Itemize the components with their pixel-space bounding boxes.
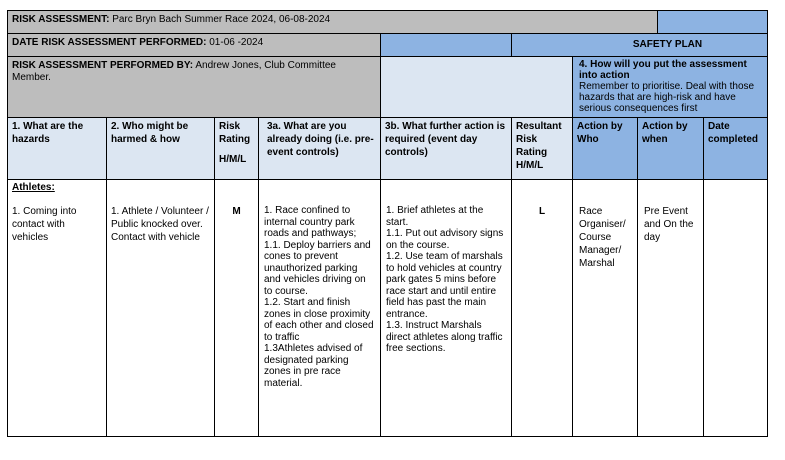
date-row-blue-cell bbox=[380, 33, 512, 57]
risk-assessment-title-cell bbox=[7, 10, 658, 34]
performed-by-cell bbox=[7, 56, 381, 118]
cell-resultant-risk bbox=[511, 179, 573, 437]
date-performed-cell bbox=[7, 33, 381, 57]
cell-who-harmed bbox=[106, 179, 215, 437]
cell-risk-rating bbox=[214, 179, 259, 437]
header-hazards: 1. What are the hazards bbox=[7, 117, 107, 180]
performed-by-lightblue-cell bbox=[380, 56, 573, 118]
title-right-blue-cell bbox=[657, 10, 768, 34]
risk-assessment-value: Parc Bryn Bach Summer Race 2024, 06-08-2024 bbox=[112, 14, 331, 25]
date-performed-value: 01-06 -2024 bbox=[209, 37, 264, 48]
further-action-text: 1. Brief athletes at the start. 1.1. Put out advisory signs on the course. 1.2. Use team of marshals to hold vehicles at country park gates 5 mins before race start and until entire field has past the main entrance. 1.3. Instruct Marshals direct athletes along traffic free sections. bbox=[386, 205, 504, 354]
how-put-into-action-cell bbox=[572, 56, 768, 118]
how-put-body: Remember to prioritise. Deal with those hazards that are high-risk and have serious consequences first bbox=[579, 81, 755, 114]
header-risk-rating bbox=[214, 117, 259, 180]
cell-hazard bbox=[7, 179, 107, 437]
header-who-harmed: 2. Who might be harmed & how bbox=[106, 117, 215, 180]
cell-already-doing bbox=[258, 179, 381, 437]
risk-rating-value: M bbox=[232, 206, 241, 217]
safety-plan-heading: SAFETY PLAN bbox=[511, 33, 768, 57]
header-resultant-risk: Resultant Risk Rating H/M/L bbox=[511, 117, 573, 180]
cell-further-action bbox=[380, 179, 512, 437]
who-harmed-text: 1. Athlete / Volunteer / Public knocked over. Contact with vehicle bbox=[111, 206, 209, 243]
date-performed-label: DATE RISK ASSESSMENT PERFORMED: bbox=[12, 37, 207, 48]
header-already-doing: 3a. What are you already doing (i.e. pre-event controls) bbox=[258, 117, 381, 180]
resultant-risk-value: L bbox=[538, 206, 546, 217]
header-further-action: 3b. What further action is required (event day controls) bbox=[380, 117, 512, 180]
cell-action-by-when bbox=[637, 179, 704, 437]
header-date-completed: Date completed bbox=[703, 117, 768, 180]
header-action-by-when: Action by when bbox=[637, 117, 704, 180]
performed-by-value: Andrew Jones, Club Committee Member. bbox=[12, 60, 336, 83]
already-doing-text: 1. Race confined to internal country park roads and pathways; 1.1. Deploy barriers and cones to prevent unauthorized parking and vehicles driving on to course. 1.2. Start and finish zones in close proximity of each other and closed to traffic 1.3Athletes advised of designated parking zones in pre race material. bbox=[264, 205, 374, 389]
header-action-by-who: Action by Who bbox=[572, 117, 638, 180]
how-put-title: 4. How will you put the assessment into action bbox=[579, 59, 747, 81]
performed-by-label: RISK ASSESSMENT PERFORMED BY: bbox=[12, 60, 194, 71]
action-by-who-text: Race Organiser/ Course Manager/ Marshal bbox=[579, 206, 626, 269]
hazard-text: 1. Coming into contact with vehicles bbox=[12, 206, 77, 243]
cell-date-completed bbox=[703, 179, 768, 437]
action-by-when-text: Pre Event and On the day bbox=[644, 206, 694, 243]
section-athletes: Athletes: bbox=[12, 182, 55, 193]
cell-action-by-who bbox=[572, 179, 638, 437]
risk-assessment-label: RISK ASSESSMENT: bbox=[12, 14, 110, 25]
header-risk-hml: H/M/L bbox=[219, 154, 247, 165]
header-risk-rating-label: Risk Rating bbox=[219, 121, 251, 145]
